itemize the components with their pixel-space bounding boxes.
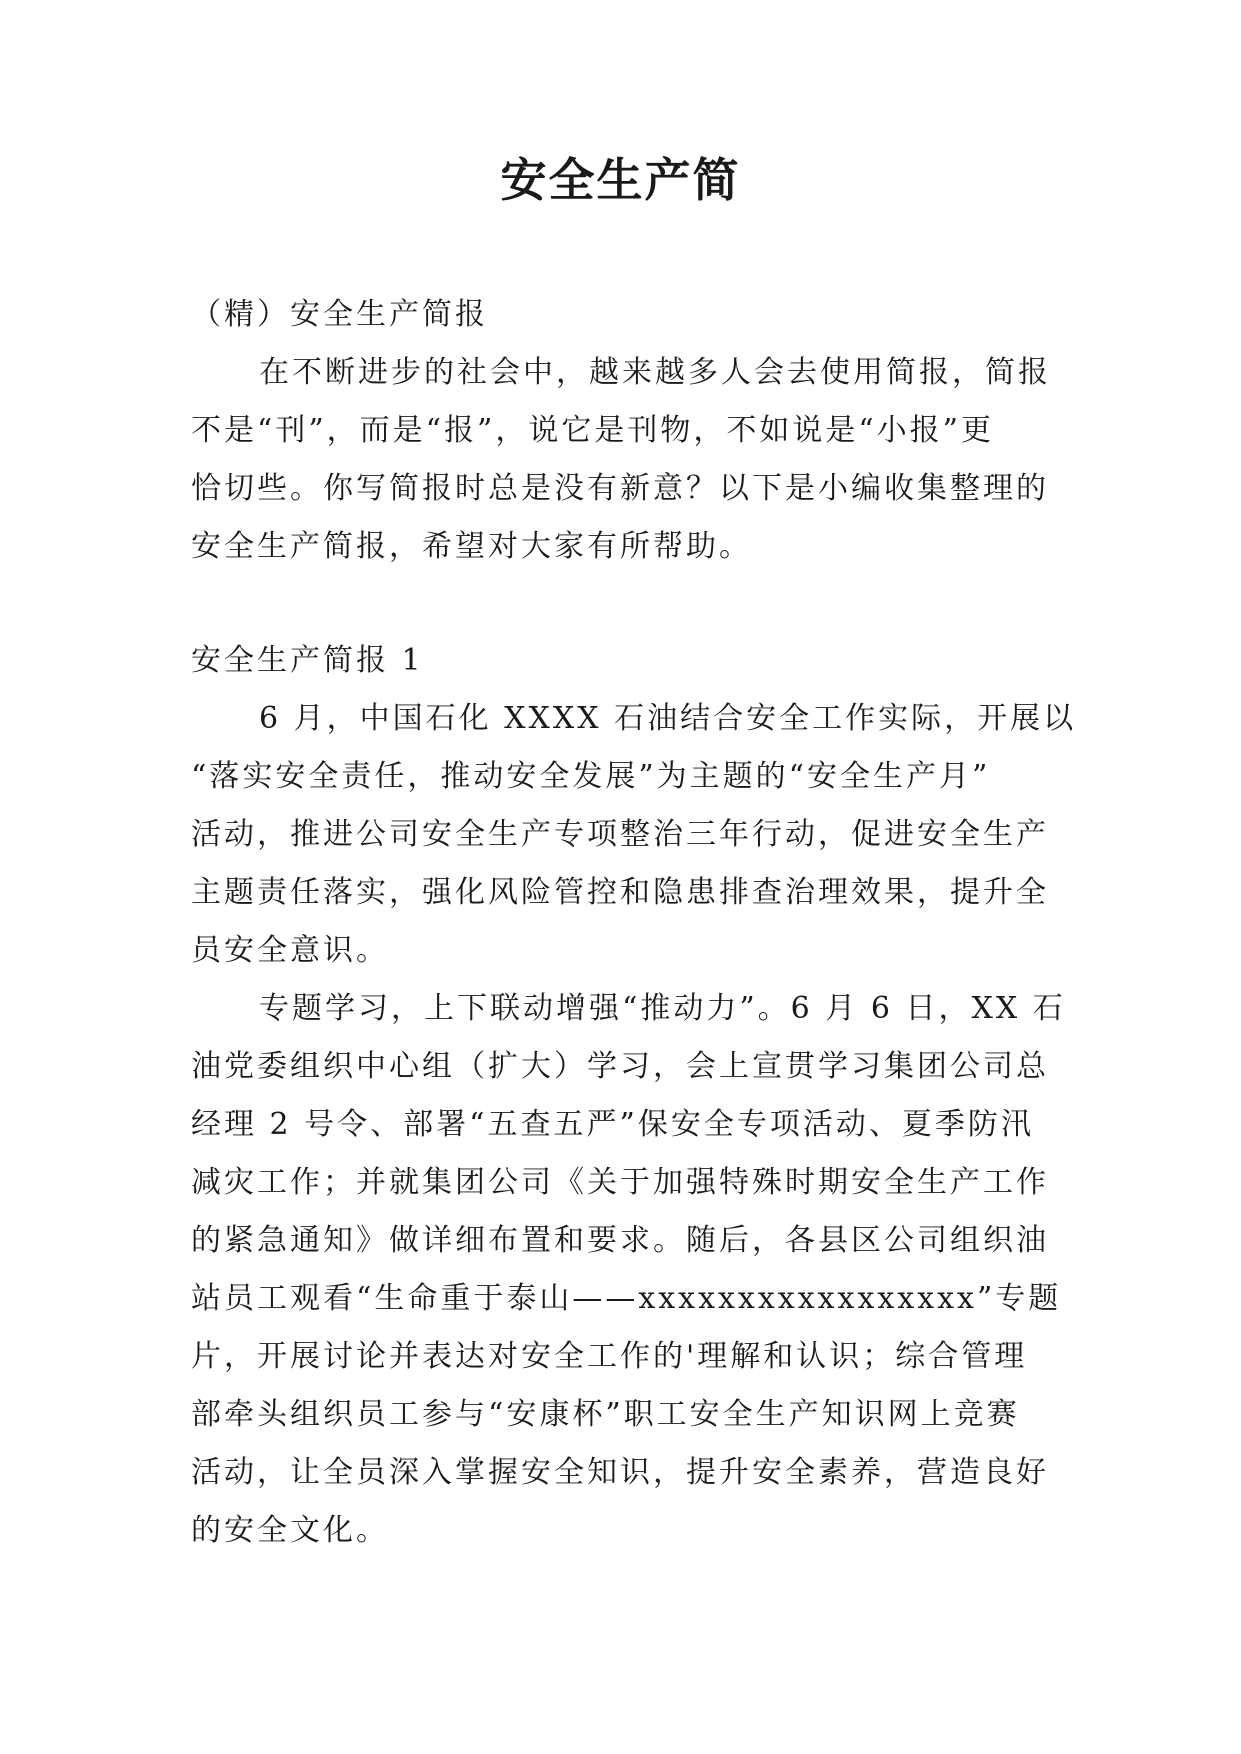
- paragraph-line: 在不断进步的社会中，越来越多人会去使用简报，简报: [259, 355, 1051, 390]
- paragraph-line: 6 月，中国石化 XXXX 石油结合安全工作实际，开展以: [259, 701, 1077, 736]
- paragraph-line: 片，开展讨论并表达对安全工作的'理解和认识；综合管理: [191, 1339, 1028, 1374]
- paragraph-line: 活动，推进公司安全生产专项整治三年行动，促进安全生产: [191, 817, 1049, 852]
- section-heading: [191, 632, 1051, 690]
- paragraph-line: 专题学习，上下联动增强“推动力”。6 月 6 日，XX 石: [259, 991, 1066, 1026]
- paragraph-line: 主题责任落实，强化风险管控和隐患排查治理效果，提升全: [191, 875, 1049, 910]
- paragraph-line: 不是“刊”，而是“报”，说它是刊物，不如说是“小报”更: [191, 413, 995, 448]
- paragraph-line: 安全生产简报，希望对大家有所帮助。: [191, 529, 752, 564]
- paragraph-line: 的紧急通知》做详细布置和要求。随后，各县区公司组织油: [191, 1223, 1049, 1258]
- paragraph-line: 减灾工作；并就集团公司《关于加强特殊时期安全生产工作: [191, 1165, 1049, 1200]
- subtitle-line: （精）安全生产简报: [191, 297, 488, 332]
- intro-paragraph: [191, 344, 1051, 576]
- paragraph-line: 员安全意识。: [191, 933, 389, 968]
- paragraph-line: 经理 2 号令、部署“五查五严”保安全专项活动、夏季防汛: [191, 1107, 1034, 1142]
- paragraph-line: 活动，让全员深入掌握安全知识，提升安全素养，营造良好: [191, 1455, 1049, 1490]
- section1-paragraph-1: [191, 690, 1077, 980]
- section-heading-text: 安全生产简报 1: [191, 643, 424, 678]
- paragraph-line: 的安全文化。: [191, 1513, 389, 1548]
- paragraph-line: 恰切些。你写简报时总是没有新意？以下是小编收集整理的: [191, 471, 1049, 506]
- paragraph-line: 油党委组织中心组（扩大）学习，会上宣贯学习集团公司总: [191, 1049, 1049, 1084]
- paragraph-line: “落实安全责任，推动安全发展”为主题的“安全生产月”: [191, 759, 991, 794]
- section1-paragraph-2: [191, 980, 1066, 1560]
- document-title: 安全生产简: [500, 153, 741, 207]
- paragraph-line: 站员工观看“生命重于泰山——xxxxxxxxxxxxxxxxx”专题: [191, 1281, 1062, 1316]
- document-subtitle: [191, 286, 1051, 344]
- paragraph-line: 部牵头组织员工参与“安康杯”职工安全生产知识网上竞赛: [191, 1397, 1020, 1432]
